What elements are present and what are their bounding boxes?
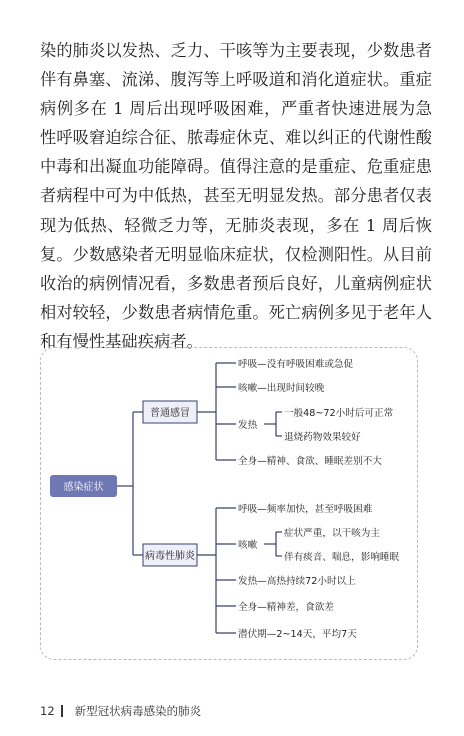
footer-divider [61,705,63,717]
book-title: 新型冠状病毒感染的肺炎 [74,704,202,718]
common-cold-label: 普通感冒 [150,408,190,419]
viral-cough-item: 咳嗽 [238,540,258,551]
viral-general-item: 全身—精神差，食欲差 [238,602,334,613]
viral-incubation-item: 潜伏期—2~14天，平均7天 [238,629,357,640]
body-paragraph: 染的肺炎以发热、乏力、干咳等为主要表现，少数患者伴有鼻塞、流涕、腹泻等上呼吸道和消化道症状。重症病例多在 1 周后出现呼吸困难，严重者快速进展为急性呼吸窘迫综合征、脓毒症休克、难以纠正的代谢性酸中毒和出凝血功能障碍。值得注意的是重症、危重症患者病程中可为中低热，甚至无明显发热。部分患者仅表现为低热、轻微乏力等，无肺炎表现，多在 1 周后恢复。少数感染者无明显临床症状，仅检测阳性。从目前收治的病例情况看，多数患者预后良好，儿童病例症状相对较轻，少数患者病情危重。死亡病例多见于老年人和有慢性基础疾病者。 [40,41,432,351]
cold-general-item: 全身—精神、食欲、睡眠差别不大 [238,456,382,467]
cold-fever-sub-1: 一般48~72小时后可正常 [284,408,394,419]
viral-breathing-item: 呼吸—频率加快，甚至呼吸困难 [238,504,373,515]
viral-cough-sub-1: 症状严重，以干咳为主 [284,528,380,539]
root-label: 感染症状 [63,482,104,493]
diagram-connectors [117,363,282,633]
cold-fever-item: 发热 [238,420,258,431]
cold-breathing-item: 呼吸—没有呼吸困难或急促 [238,359,354,370]
viral-pneumonia-label: 病毒性肺炎 [145,551,195,562]
viral-cough-sub-2: 伴有痰音、喘息，影响睡眠 [284,552,400,563]
page-number: 12 [40,704,55,718]
page-footer [40,702,201,720]
cold-fever-sub-2: 退烧药物效果较好 [284,432,361,443]
cold-cough-item: 咳嗽—出现时间较晚 [238,383,325,394]
viral-fever-item: 发热—高热持续72小时以上 [238,576,356,587]
